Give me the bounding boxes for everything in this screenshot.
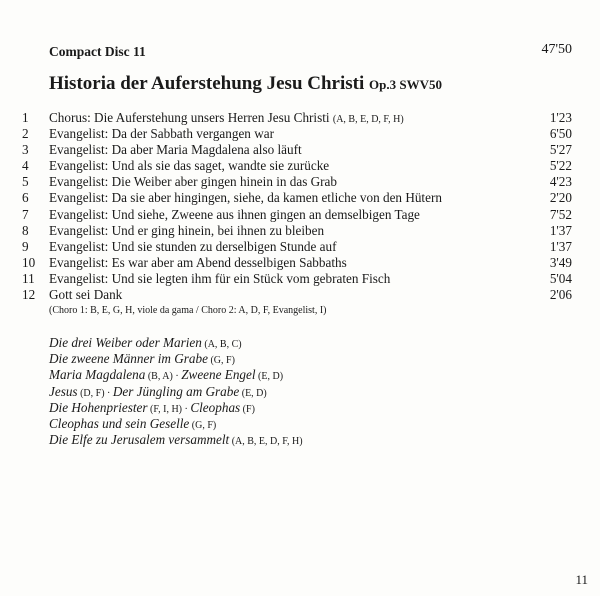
opus-number: Op.3 SWV50 — [369, 77, 442, 92]
role-voices: (A, B, C) — [201, 339, 242, 350]
track-number: 12 — [22, 287, 36, 303]
role-line — [49, 432, 303, 448]
role-name: Cleophas — [190, 399, 241, 415]
track-row — [0, 271, 600, 287]
track-row — [0, 287, 600, 303]
track-duration: 4'23 — [549, 174, 572, 190]
track-duration: 1'37 — [549, 222, 572, 238]
track-number: 5 — [22, 174, 29, 190]
track-duration: 6'50 — [549, 126, 572, 142]
role-voices: (E, D) — [239, 387, 267, 399]
track-number: 11 — [22, 270, 35, 286]
role-voices: (F) — [240, 403, 255, 415]
choir-note: (Choro 1: B, E, G, H, viole da gama / Choro 2: A, D, F, Evangelist, I) — [49, 305, 327, 316]
track-title-text: Evangelist: Und sie legten ihm für ein Stück vom gebraten Fisch — [49, 270, 391, 286]
track-duration: 5'22 — [549, 158, 572, 174]
role-line — [49, 416, 303, 432]
track-title-text: Evangelist: Und er ging hinein, bei ihnen zu bleiben — [49, 222, 325, 238]
track-row — [0, 190, 600, 206]
track-duration: 7'52 — [549, 206, 572, 222]
role-name: Die Hohenpriester — [49, 399, 148, 415]
track-number: 3 — [22, 142, 29, 158]
track-title-text: Gott sei Dank — [49, 287, 123, 303]
track-row — [0, 110, 600, 126]
track-row — [0, 174, 600, 190]
track-voices: (A, B, E, D, F, H) — [332, 114, 404, 125]
track-title-text: Evangelist: Und sie stunden zu derselbigen Stunde auf — [49, 238, 337, 254]
total-duration: 47'50 — [541, 42, 572, 57]
role-name: Die drei Weiber oder Marien — [49, 335, 202, 350]
track-row — [0, 223, 600, 239]
work-title — [49, 73, 442, 95]
track-number: 2 — [22, 126, 29, 142]
track-title-text: Chorus: Die Auferstehung unsers Herren Jesu Christi — [49, 110, 330, 125]
track-title — [49, 287, 122, 305]
role-name: Jesus — [49, 383, 78, 399]
role-voices: (A, B, E, D, F, H) — [229, 436, 303, 448]
track-number: 6 — [22, 190, 29, 206]
roles-list — [49, 335, 303, 448]
role-line — [49, 335, 303, 351]
track-number: 7 — [22, 206, 29, 222]
track-title-text: Evangelist: Da sie aber hingingen, siehe, da kamen etliche von den Hütern — [49, 190, 442, 206]
track-row — [0, 239, 600, 255]
role-line — [49, 367, 303, 383]
track-duration: 2'20 — [549, 190, 572, 206]
track-title-text: Evangelist: Da der Sabbath vergangen war — [49, 126, 274, 142]
track-duration: 1'23 — [549, 110, 572, 125]
track-duration: 1'37 — [549, 238, 572, 254]
role-name: Maria Magdalena — [49, 367, 146, 383]
track-title-text: Evangelist: Und als sie das saget, wandte sie zurücke — [49, 158, 330, 174]
track-number: 4 — [22, 158, 29, 174]
role-line — [49, 400, 303, 416]
role-name: Cleophas und sein Geselle — [49, 415, 190, 431]
track-row — [0, 158, 600, 174]
track-duration: 3'49 — [549, 254, 572, 270]
role-line — [49, 351, 303, 367]
track-row — [0, 126, 600, 142]
track-row — [0, 255, 600, 271]
title-main: Historia der Auferstehung Jesu Christi — [49, 73, 365, 94]
track-number: 9 — [22, 238, 29, 254]
role-line — [49, 384, 303, 400]
track-duration: 2'06 — [549, 287, 572, 303]
role-voices: (G, F) — [189, 419, 217, 431]
track-number: 8 — [22, 222, 29, 238]
track-number: 1 — [22, 110, 29, 125]
track-list — [0, 110, 600, 303]
page-number: 11 — [575, 572, 588, 587]
track-title-text: Evangelist: Und siehe, Zweene aus ihnen gingen an demselbigen Tage — [49, 206, 420, 222]
role-name: Die zweene Männer im Grabe — [49, 351, 208, 367]
role-voices: (F, I, H) · — [147, 403, 191, 415]
role-voices: (D, F) · — [77, 387, 113, 399]
track-title-text: Evangelist: Es war aber am Abend desselbigen Sabbaths — [49, 254, 347, 270]
track-duration: 5'27 — [549, 142, 572, 158]
role-voices: (G, F) — [207, 355, 235, 367]
track-title-text: Evangelist: Da aber Maria Magdalena also läuft — [49, 142, 302, 158]
role-name: Der Jüngling am Grabe — [112, 383, 240, 399]
role-name: Zweene Engel — [181, 367, 256, 383]
track-title-text: Evangelist: Die Weiber aber gingen hinein in das Grab — [49, 174, 337, 190]
role-voices: (E, D) — [255, 371, 284, 383]
role-voices: (B, A) · — [145, 371, 182, 383]
disc-label: Compact Disc 11 — [49, 44, 146, 59]
role-name: Die Elfe zu Jerusalem versammelt — [49, 432, 230, 448]
track-duration: 5'04 — [549, 270, 572, 286]
track-row — [0, 207, 600, 223]
track-number: 10 — [22, 254, 36, 270]
track-row — [0, 142, 600, 158]
